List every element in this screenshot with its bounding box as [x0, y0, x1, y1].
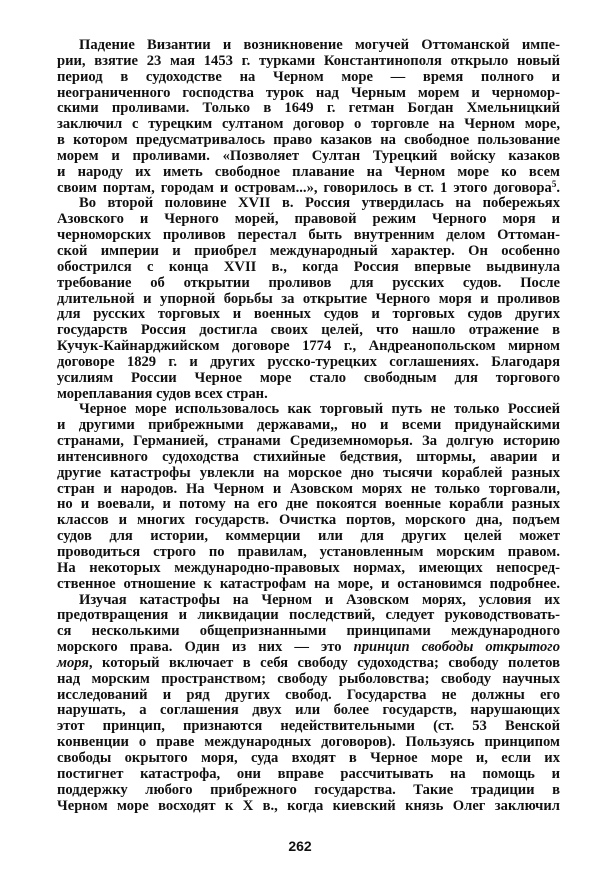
text-segment: морского права. Один из них — это — [57, 639, 354, 656]
text-line: ской империи и приобрел международный характер. Он особенно — [57, 242, 560, 259]
text-line: договоре 1829 г. и других русско-турецких соглашениях. Благодаря — [57, 353, 560, 370]
text-line: для русских торговых и военных судов и торговых судов других — [57, 306, 560, 323]
text-line — [57, 656, 560, 672]
emphasized-term: моря — [57, 654, 89, 671]
text-line: усилиям России Черное море стало свободным для торгового — [57, 369, 560, 386]
text-segment: , который включает в себя свободу судоходства; свободу полетов — [88, 654, 560, 671]
text-line: неограниченного господства турок над Черным морем и черномор- — [57, 84, 560, 101]
text-line: длительной и упорной борьбы за открытие Черного моря и проливов — [57, 290, 560, 307]
text-line: На некоторых международно-правовых нормах, имеющих непосред- — [57, 559, 560, 576]
text-line: Азовского и Черного морей, правовой режим Черного моря и — [57, 211, 560, 228]
text-line: проводиться строго по правилам, установленным морским правом. — [57, 544, 560, 560]
text-line: Черное море использовалось как торговый путь не только Россией — [79, 401, 560, 418]
text-line: скими проливами. Только в 1649 г. гетман Богдан Хмельницкий — [57, 100, 560, 117]
text-line: рии, взятие 23 мая 1453 г. турками Константинополя открыло новый — [57, 52, 560, 69]
text-line: Падение Византии и возникновение могучей Оттоманской импе- — [79, 37, 560, 53]
text-line: морем и проливами. «Позволяет Султан Турецкий войску казаков — [57, 147, 560, 164]
text-line: государств Россия достигла своих целей, что нашло отражение в — [57, 322, 560, 339]
text-line: свободы окрытого моря, суда входят в Черное море и, если их — [57, 749, 560, 766]
text-line: постигнет катастрофа, они вправе рассчитывать на помощь и — [57, 765, 560, 782]
text-line: классов и многих государств. Очистка портов, морского дна, подъем — [57, 512, 560, 529]
text-line: Изучая катастрофы на Черном и Азовском морях, условия их — [79, 591, 560, 608]
emphasized-term: принцип свободы открытого — [353, 639, 560, 656]
paragraph-2 — [57, 196, 560, 402]
text-line: в котором предусматривалось право казаков на свободное пользование — [57, 132, 560, 149]
paragraph-4 — [57, 593, 560, 815]
text-line: ся несколькими общепризнанными принципами международного — [57, 623, 560, 640]
page-number: 262 — [288, 838, 312, 854]
text-line: интенсивного судоходства стихийные бедствия, штормы, аварии и — [57, 448, 560, 465]
text-segment: . — [556, 179, 560, 196]
text-line: заключил с турецким султаном договор о торговле на Черном море, — [57, 116, 560, 133]
footnote-reference: 5 — [551, 178, 557, 189]
document-page — [57, 38, 560, 814]
text-line: черноморских проливов перестал быть внутренним делом Оттоман- — [57, 227, 560, 244]
text-line: обострился с конца XVII в., когда Россия впервые выдвинула — [57, 258, 560, 275]
text-line: требование об открытии проливов для русских судов. После — [57, 274, 560, 291]
text-line: но и воевали, и потому на его дне покоятся военные корабли разных — [57, 496, 560, 513]
text-line — [57, 640, 560, 656]
text-line — [57, 178, 560, 197]
text-line: конвенции о праве международных договоров). Пользуясь принципом — [57, 734, 560, 751]
text-line: стран и народов. На Черном и Азовском морях не только торговали, — [57, 480, 560, 497]
text-line: нарушать, а соглашения двух или более государств, нарушающих — [57, 702, 560, 719]
text-line: этот принцип, признаются недействительными (ст. 53 Венской — [57, 718, 560, 735]
text-line: Кучук-Кайнарджийском договоре 1774 г., Андреанопольском мирном — [57, 338, 560, 355]
text-line: предотвращения и ликвидации последствий, следует руководствовать- — [57, 607, 560, 624]
paragraph-3 — [57, 402, 560, 592]
text-line: странами, Германией, странами Средиземноморья. За долгую историю — [57, 433, 560, 450]
text-line: и народу их иметь свободное плавание на Черном море ко всем — [57, 163, 560, 180]
text-line: Во второй половине XVII в. Россия утвердилась на побережьях — [79, 195, 560, 212]
text-line: другие катастрофы увлекли на морское дно тысячи кораблей разных — [57, 464, 560, 481]
text-line: и другими прибрежными державами,, но и всеми придунайскими — [57, 417, 560, 434]
text-line: ственное отношение к катастрофам на море, и остановимся подробнее. — [57, 575, 560, 592]
text-line: период в судоходстве на Черном море — время полного и — [57, 68, 560, 85]
text-line: исследований и ряд других свобод. Государства не должны его — [57, 686, 560, 703]
text-line: судов для истории, коммерции или для других целей может — [57, 528, 560, 545]
text-line: мореплавания судов всех стран. — [57, 385, 268, 402]
text-line: поддержку любого прибрежного государства. Такие традиции в — [57, 781, 560, 798]
text-segment: своим портам, городам и островам...», говорилось в ст. 1 этого договора — [57, 179, 552, 196]
paragraph-1 — [57, 38, 560, 196]
text-line: Черном море восходят к X в., когда киевский князь Олег заключил — [57, 797, 560, 814]
text-line: над морским пространством; свободу рыболовства; свободу научных — [57, 670, 560, 687]
